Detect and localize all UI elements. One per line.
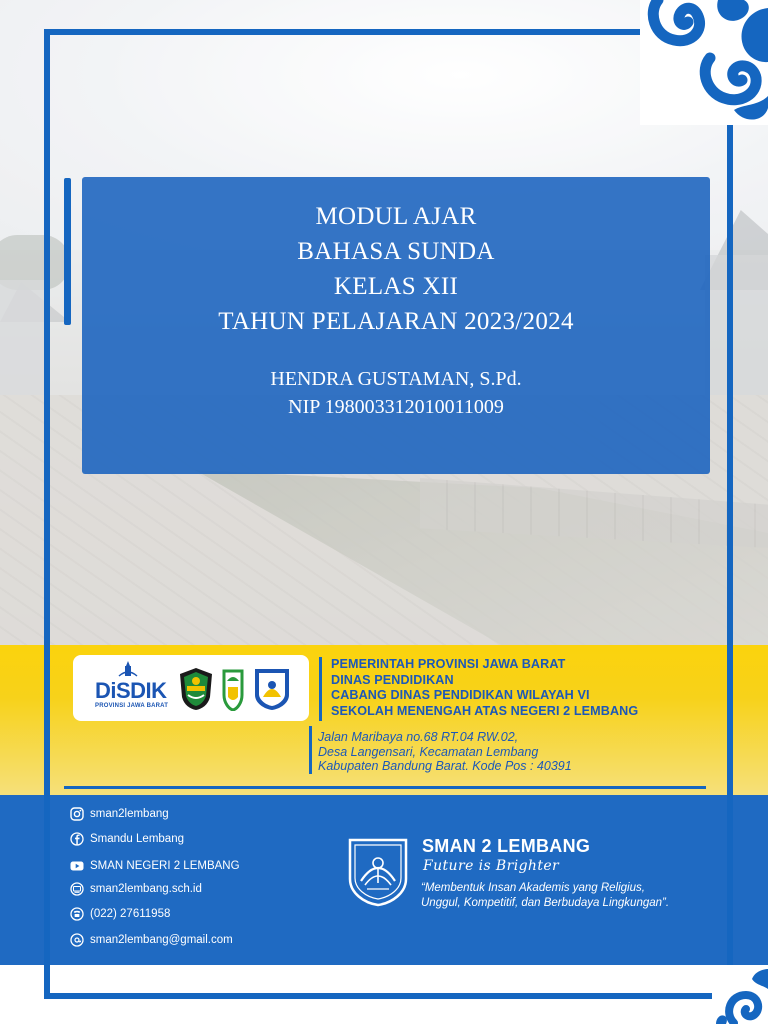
contact-website[interactable] <box>70 882 202 896</box>
institution-block <box>331 657 638 719</box>
youtube-icon <box>70 859 84 873</box>
contact-phone[interactable] <box>70 907 170 921</box>
disdik-tower-icon <box>117 660 139 678</box>
instagram-icon <box>70 807 84 821</box>
institution-line: CABANG DINAS PENDIDIKAN WILAYAH VI <box>331 688 590 702</box>
author-nip: NIP 198003312010011009 <box>288 396 504 418</box>
title-line: BAHASA SUNDA <box>297 238 495 265</box>
cloud-ornament-top-icon <box>640 0 768 125</box>
school-emblem-icon <box>347 837 409 907</box>
contact-email[interactable] <box>70 933 233 947</box>
school-motto <box>421 881 721 911</box>
contact-text: Smandu Lembang <box>90 833 184 845</box>
address-divider <box>309 726 312 774</box>
bandung-barat-emblem-icon <box>220 669 246 711</box>
disdik-logo-subtext: PROVINSI JAWA BARAT <box>95 703 169 709</box>
cloud-ornament-bottom-icon <box>712 965 768 1024</box>
institution-line: SEKOLAH MENENGAH ATAS NEGERI 2 LEMBANG <box>331 703 639 718</box>
footer-divider <box>64 786 706 789</box>
facebook-icon <box>70 832 84 846</box>
author-block <box>82 365 710 421</box>
document-title <box>82 199 710 339</box>
address-line: Kabupaten Bandung Barat. Kode Pos : 40391 <box>318 759 572 773</box>
website-icon <box>70 882 84 896</box>
sman2-lembang-logo-icon <box>253 667 291 711</box>
title-line: TAHUN PELAJARAN 2023/2024 <box>218 308 574 335</box>
contact-text: sman2lembang <box>90 808 169 820</box>
school-tagline: Future is Brighter <box>423 858 560 874</box>
contact-text: (022) 27611958 <box>90 908 171 920</box>
contact-facebook[interactable] <box>70 832 184 846</box>
title-accent-bar <box>64 178 71 325</box>
address-line: Desa Langensari, Kecamatan Lembang <box>318 744 539 759</box>
disdik-logo-text: DiSDIK <box>95 678 167 703</box>
contact-youtube[interactable] <box>70 859 240 873</box>
motto-line: “Membentuk Insan Akademis yang Religius, <box>421 882 645 894</box>
institution-divider <box>319 657 322 721</box>
contact-text: sman2lembang.sch.id <box>90 883 202 895</box>
email-icon <box>70 933 84 947</box>
institution-line: PEMERINTAH PROVINSI JAWA BARAT <box>331 657 566 671</box>
contact-text: SMAN NEGERI 2 LEMBANG <box>90 860 240 872</box>
west-java-emblem-icon <box>178 667 214 711</box>
contact-instagram[interactable] <box>70 807 169 821</box>
address-block <box>318 730 572 774</box>
title-line: KELAS XII <box>333 273 459 300</box>
institution-line: DINAS PENDIDIKAN <box>331 672 454 687</box>
address-line: Jalan Maribaya no.68 RT.04 RW.02, <box>318 730 519 744</box>
contact-text: sman2lembang@gmail.com <box>90 934 233 946</box>
author-name: HENDRA GUSTAMAN, S.Pd. <box>270 368 522 390</box>
motto-line: Unggul, Kompetitif, dan Berbudaya Lingkungan”. <box>421 897 670 909</box>
title-line: MODUL AJAR <box>315 203 477 230</box>
phone-icon <box>70 907 84 921</box>
school-name: SMAN 2 LEMBANG <box>422 836 591 856</box>
